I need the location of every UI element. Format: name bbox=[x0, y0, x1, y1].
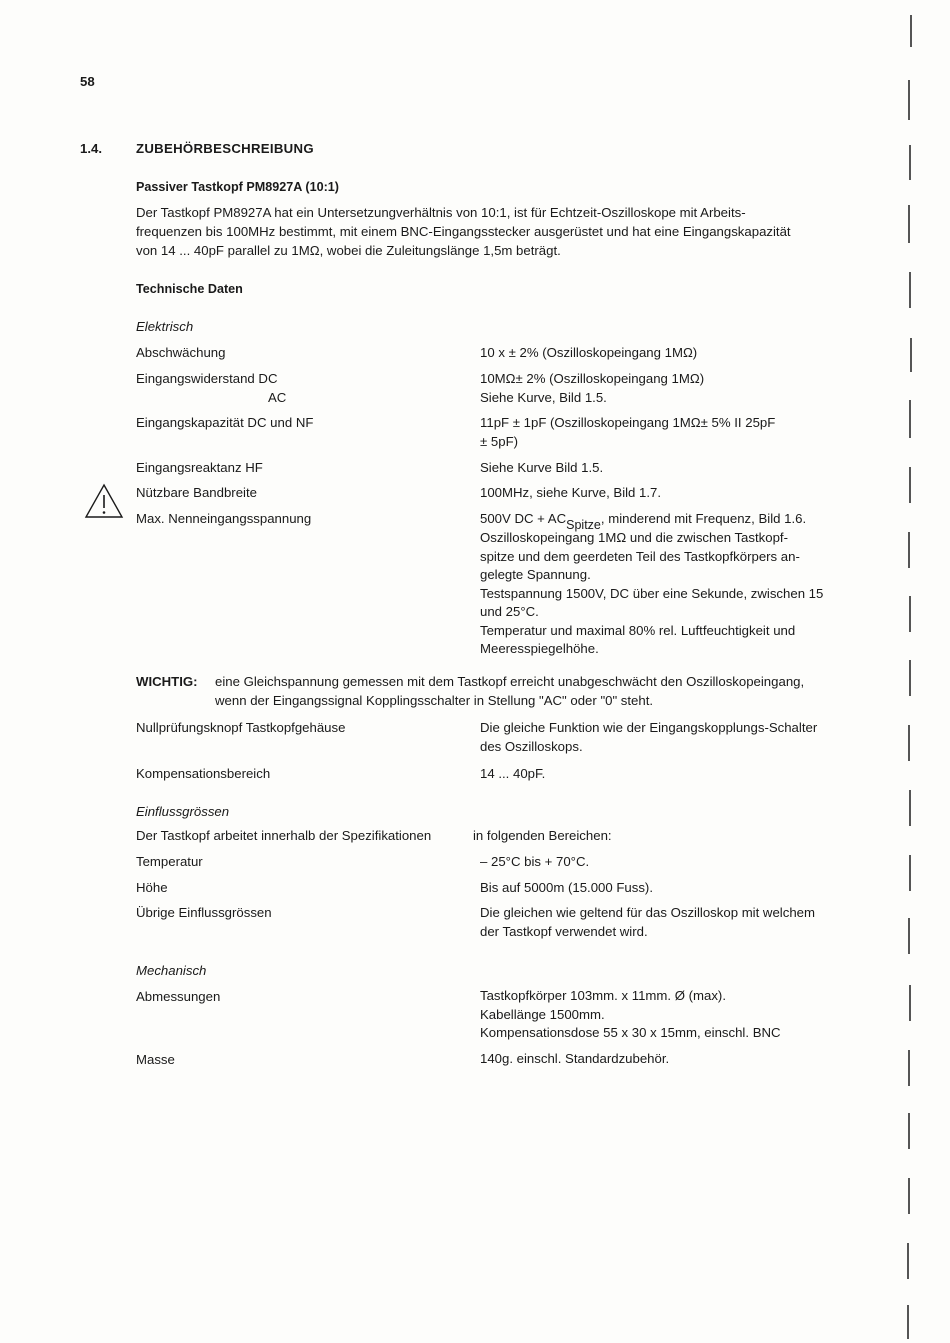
warning-triangle-icon bbox=[84, 483, 124, 519]
row-value-bandwidth: 100MHz, siehe Kurve, Bild 1.7. bbox=[480, 485, 662, 500]
warning-label: WICHTIG: bbox=[136, 674, 198, 689]
electrical-heading: Elektrisch bbox=[136, 319, 194, 334]
row-value-input-reactance: Siehe Kurve Bild 1.5. bbox=[480, 460, 604, 475]
row-value-compensation: 14 ... 40pF. bbox=[480, 766, 546, 781]
row-value-input-resistance-dc: 10MΩ± 2% (Oszilloskopeingang 1MΩ) bbox=[480, 371, 705, 386]
row-label-input-resistance: Eingangswiderstand DC bbox=[136, 371, 278, 386]
row-label-dimensions: Abmessungen bbox=[136, 989, 221, 1004]
influences-intro-left: Der Tastkopf arbeitet innerhalb der Spezifikationen bbox=[136, 828, 432, 843]
row-value-max-voltage-main: 500V DC + $AC_{Spitze}$, minderend mit Frequenz, Bild 1.6. bbox=[480, 511, 807, 532]
warning-line-1: eine Gleichspannung gemessen mit dem Tastkopf erreicht unabgeschwächt den Oszilloskopeingang, bbox=[215, 674, 805, 689]
row-label-ac: AC bbox=[268, 390, 287, 405]
row-label-bandwidth: Nützbare Bandbreite bbox=[136, 485, 257, 500]
row-value-temperature: – 25°C bis + 70°C. bbox=[480, 854, 590, 869]
spitze-subscript: Spitze bbox=[566, 518, 601, 532]
row-value-zero-check: Die gleiche Funktion wie der Eingangskopplungs-Schalter des Oszilloskops. bbox=[480, 720, 818, 754]
mechanical-heading: Mechanisch bbox=[136, 963, 207, 978]
section-title: ZUBEHÖRBESCHREIBUNG bbox=[136, 141, 314, 156]
row-value-altitude: Bis auf 5000m (15.000 Fuss). bbox=[480, 880, 653, 895]
subtitle: Passiver Tastkopf PM8927A (10:1) bbox=[136, 180, 339, 194]
row-label-max-voltage: Max. Nenneingangsspannung bbox=[136, 511, 312, 526]
row-label-zero-check: Nullprüfungsknopf Tastkopfgehäuse bbox=[136, 720, 346, 735]
row-label-other-influences: Übrige Einflussgrössen bbox=[136, 905, 272, 920]
row-value-attenuation: 10 x ± 2% (Oszilloskopeingang 1MΩ) bbox=[480, 345, 698, 360]
intro-line-2: frequenzen bis 100MHz bestimmt, mit einem BNC-Eingangsstecker ausgerüstet und hat eine Eingangskapazität bbox=[136, 224, 791, 239]
row-label-attenuation: Abschwächung bbox=[136, 345, 226, 360]
row-label-altitude: Höhe bbox=[136, 880, 168, 895]
section-number: 1.4. bbox=[80, 141, 102, 156]
intro-line-3: von 14 ... 40pF parallel zu 1MΩ, wobei die Zuleitungslänge 1,5m beträgt. bbox=[136, 243, 561, 258]
row-label-temperature: Temperatur bbox=[136, 854, 203, 869]
row-value-other-influences: Die gleichen wie geltend für das Oszilloskop mit welchem der Tastkopf verwendet wird. bbox=[480, 905, 815, 939]
row-label-compensation: Kompensationsbereich bbox=[136, 766, 271, 781]
row-value-max-voltage-details: Oszilloskopeingang 1MΩ und die zwischen Tastkopf- spitze und dem geerdeten Teil des Tastkopfkörpers an- gelegte Spannung. Testspannung 1500V, DC über eine Sekunde, zwischen 15 und 25°C. Temperatur und maximal 80% rel. Luftfeuchtigkeit und Meeresspiegelhöhe. bbox=[480, 530, 824, 656]
row-value-mass: 140g. einschl. Standardzubehör. bbox=[480, 1051, 670, 1066]
row-label-mass: Masse bbox=[136, 1052, 175, 1067]
row-label-input-capacitance: Eingangskapazität DC und NF bbox=[136, 415, 314, 430]
page-number: 58 bbox=[80, 74, 95, 89]
row-value-input-resistance-ac: Siehe Kurve, Bild 1.5. bbox=[480, 390, 607, 405]
tech-heading: Technische Daten bbox=[136, 282, 243, 296]
warning-line-2: wenn der Eingangssignal Kopplingsschalter in Stellung "AC" oder "0" steht. bbox=[215, 693, 654, 708]
row-label-input-reactance: Eingangsreaktanz HF bbox=[136, 460, 263, 475]
row-value-input-capacitance: 11pF ± 1pF (Oszilloskopeingang 1MΩ± 5% II 25pF ± 5pF) bbox=[480, 415, 776, 449]
influences-intro-right: in folgenden Bereichen: bbox=[473, 828, 612, 843]
row-value-dimensions: Tastkopfkörper 103mm. x 11mm. Ø (max). Kabellänge 1500mm. Kompensationsdose 55 x 30 x 15mm, einschl. BNC bbox=[480, 988, 781, 1040]
intro-line-1: Der Tastkopf PM8927A hat ein Untersetzungverhältnis von 10:1, ist für Echtzeit-Oszilloskope mit Arbeits- bbox=[136, 205, 746, 220]
influences-heading: Einflussgrössen bbox=[136, 804, 230, 819]
